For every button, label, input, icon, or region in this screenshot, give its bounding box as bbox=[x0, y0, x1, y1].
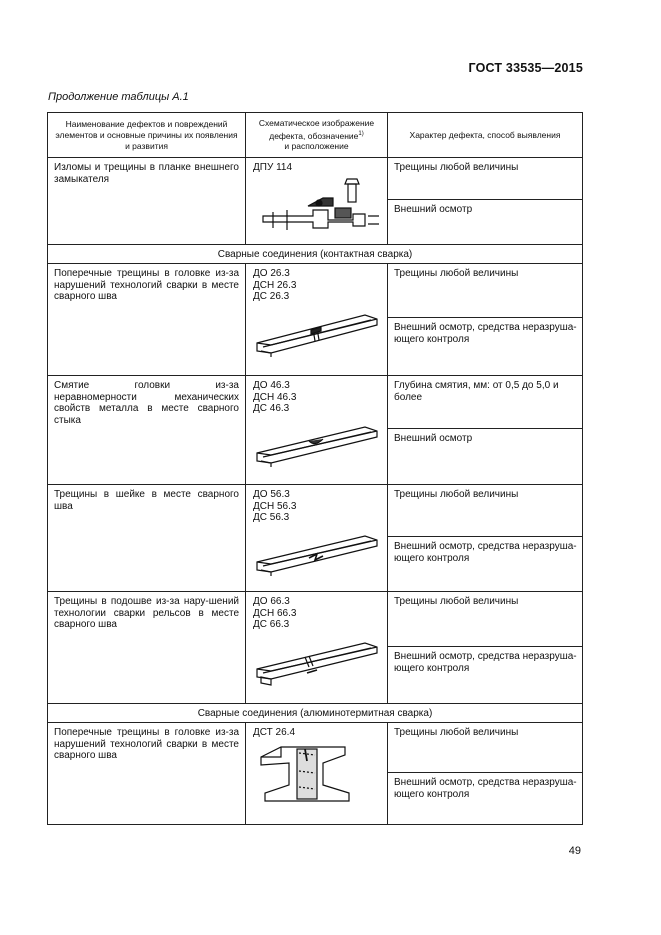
defect-sketch-cell bbox=[246, 158, 388, 245]
defect-sketch-cell bbox=[246, 485, 388, 592]
table-row bbox=[48, 592, 583, 647]
defect-code: ДС 26.3 bbox=[253, 291, 290, 302]
detection-method: Внешний осмотр, средства неразруша-ющего контроля bbox=[388, 647, 583, 704]
defect-name: Изломы и трещины в планке внешнего замыкателя bbox=[48, 158, 246, 245]
defect-code: ДС 66.3 bbox=[253, 619, 290, 630]
header-characteristic: Характер дефекта, способ выявления bbox=[388, 113, 583, 158]
header-schematic-tail: и расположение bbox=[284, 141, 349, 152]
defect-code: ДО 66.3 bbox=[253, 596, 290, 607]
table-caption: Продолжение таблицы А.1 bbox=[48, 91, 189, 103]
section-title: Сварные соединения (алюминотермитная сварка) bbox=[48, 704, 583, 723]
section-row bbox=[48, 245, 583, 264]
clamp-lock-icon bbox=[253, 176, 383, 238]
defect-name: Трещины в шейке в месте сварного шва bbox=[48, 485, 246, 592]
header-defect-name: Наименование дефектов и повреждений элементов и основные причины их появления и развития bbox=[48, 113, 246, 158]
detection-method: Внешний осмотр, средства неразруша-ющего контроля bbox=[388, 773, 583, 825]
defect-code: ДСН 46.3 bbox=[253, 391, 297, 403]
defect-characteristic: Трещины любой величины bbox=[388, 592, 583, 647]
defect-code: ДСН 26.3 bbox=[253, 279, 297, 291]
defect-characteristic: Трещины любой величины bbox=[388, 485, 583, 537]
defect-code: ДСТ 26.4 bbox=[253, 727, 296, 738]
defect-sketch-cell bbox=[246, 723, 388, 825]
table-row bbox=[48, 485, 583, 537]
detection-method: Внешний осмотр bbox=[388, 429, 583, 485]
defect-code: ДС 46.3 bbox=[253, 403, 290, 414]
section-title: Сварные соединения (контактная сварка) bbox=[48, 245, 583, 264]
defect-code: ДО 26.3 bbox=[253, 268, 290, 279]
table-row bbox=[48, 264, 583, 318]
defect-code: ДО 46.3 bbox=[253, 380, 290, 391]
defect-name: Поперечные трещины в головке из-за нарушений технологий сварки в месте сварного шва bbox=[48, 264, 246, 376]
defect-code: ДСН 56.3 bbox=[253, 500, 297, 512]
document-id: ГОСТ 33535—2015 bbox=[468, 61, 583, 75]
table-header-row bbox=[48, 113, 583, 158]
defect-name: Трещины в подошве из-за нару-шений технологии сварки рельсов в месте сварного шва bbox=[48, 592, 246, 704]
defect-code: ДО 56.3 bbox=[253, 489, 290, 500]
table-row bbox=[48, 723, 583, 773]
defect-code: ДС 56.3 bbox=[253, 512, 290, 523]
defect-characteristic: Трещины любой величины bbox=[388, 264, 583, 318]
defect-characteristic: Трещины любой величины bbox=[388, 158, 583, 200]
section-row bbox=[48, 704, 583, 723]
rail-weld-head-crack-icon bbox=[253, 305, 381, 357]
rail-weld-head-crush-icon bbox=[253, 417, 381, 469]
defect-name: Смятие головки из-за неравномерности механических свойств металла в месте сварного стыка bbox=[48, 376, 246, 485]
header-footnote-mark: 1) bbox=[358, 130, 364, 137]
defects-table bbox=[47, 112, 583, 825]
defect-sketch-cell bbox=[246, 264, 388, 376]
defect-code: ДСН 66.3 bbox=[253, 607, 297, 619]
defect-name: Поперечные трещины в головке из-за нарушений технологий сварки в месте сварного шва bbox=[48, 723, 246, 825]
rail-weld-foot-crack-icon bbox=[253, 633, 381, 687]
header-schematic-main: Схематическое изображение дефекта, обозначение bbox=[258, 117, 375, 141]
page-number: 49 bbox=[568, 845, 581, 857]
detection-method: Внешний осмотр bbox=[388, 200, 583, 245]
table-row bbox=[48, 158, 583, 200]
header-schematic bbox=[246, 113, 388, 158]
detection-method: Внешний осмотр, средства неразруша-ющего контроля bbox=[388, 537, 583, 592]
thermite-weld-crack-icon bbox=[253, 741, 373, 805]
defect-sketch-cell bbox=[246, 376, 388, 485]
table-row bbox=[48, 376, 583, 429]
defect-characteristic: Глубина смятия, мм: от 0,5 до 5,0 и более bbox=[388, 376, 583, 429]
defect-characteristic: Трещины любой величины bbox=[388, 723, 583, 773]
defect-code: ДПУ 114 bbox=[253, 162, 293, 173]
detection-method: Внешний осмотр, средства неразруша-ющего контроля bbox=[388, 318, 583, 376]
rail-weld-web-crack-icon bbox=[253, 526, 381, 578]
defect-sketch-cell bbox=[246, 592, 388, 704]
